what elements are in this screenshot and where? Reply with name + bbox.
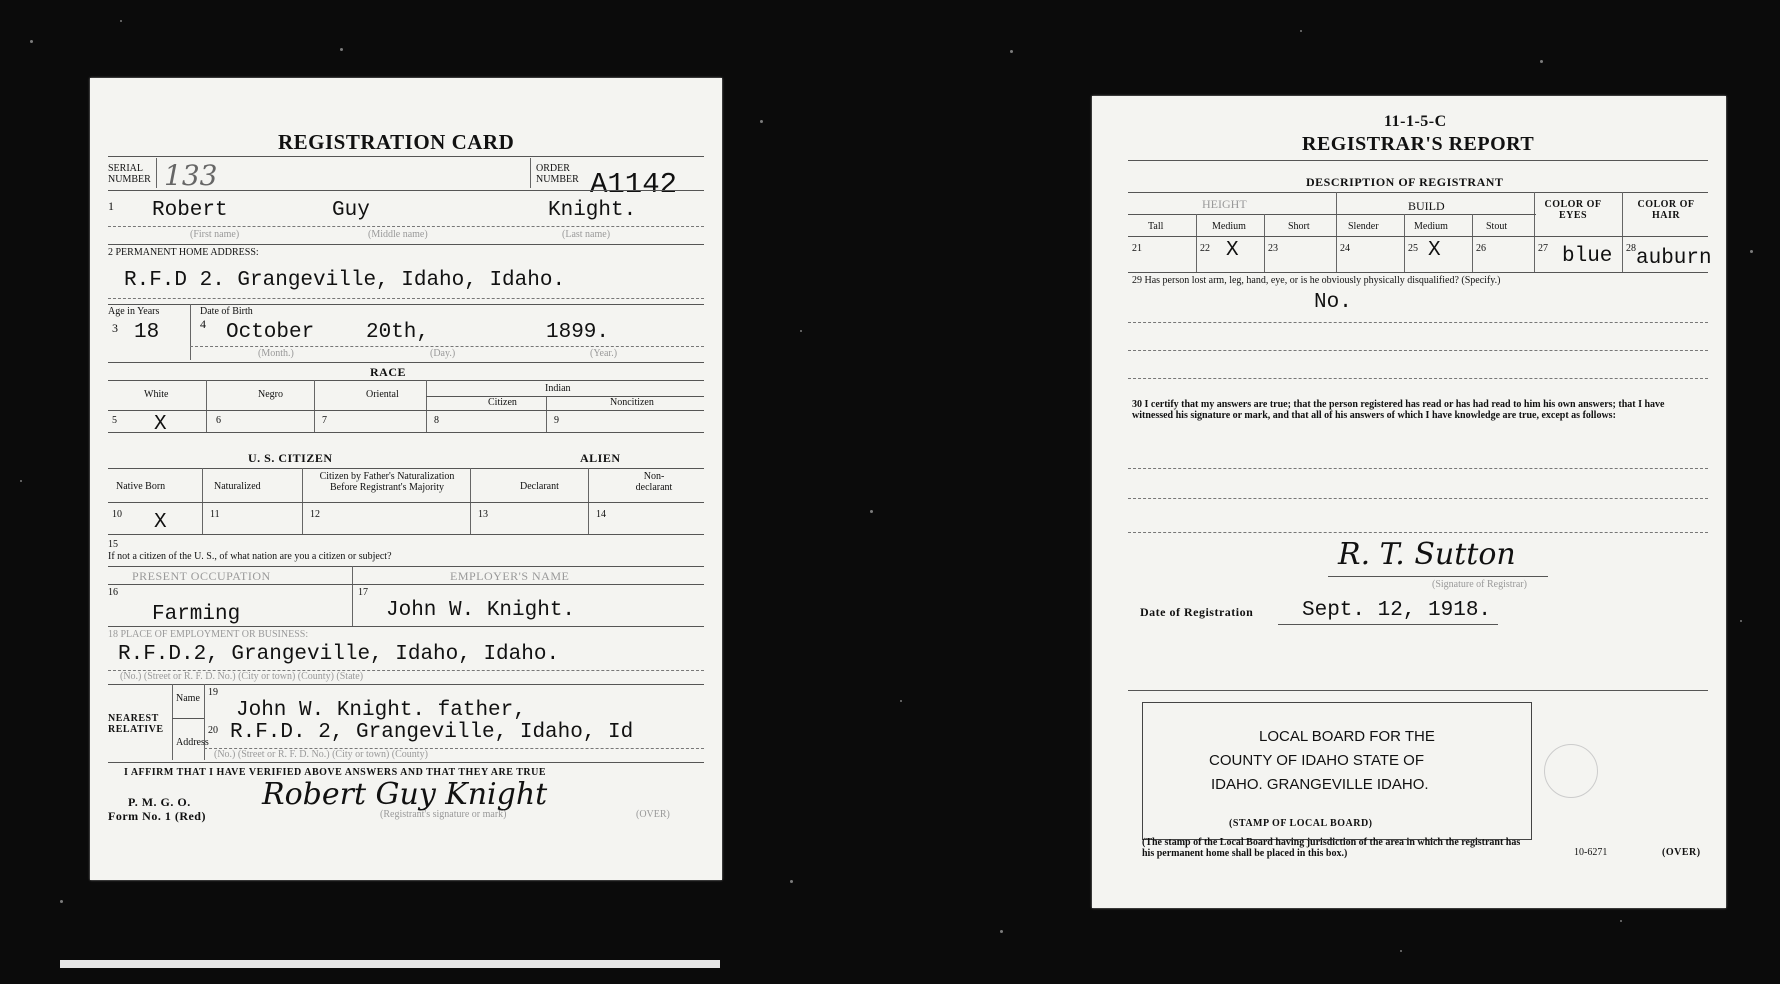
film-edge-strip: [60, 960, 720, 968]
race-n6: 6: [216, 415, 221, 426]
naturalized: Naturalized: [214, 481, 261, 492]
age-num: 3: [112, 321, 118, 335]
employer-label: EMPLOYER'S NAME: [450, 569, 570, 583]
registrar-report: [1092, 96, 1726, 908]
stamp-caption: (STAMP OF LOCAL BOARD): [1229, 818, 1373, 829]
stamp-line-2: COUNTY OF IDAHO STATE OF: [1209, 752, 1425, 769]
age-value: 18: [134, 321, 160, 344]
description-label: DESCRIPTION OF REGISTRANT: [1306, 175, 1504, 189]
race-n9: 9: [554, 415, 559, 426]
last-name: Knight.: [548, 199, 637, 222]
dob-day: 20th,: [366, 321, 430, 344]
cit-n13: 13: [478, 509, 488, 520]
pmgo: P. M. G. O.: [128, 795, 191, 809]
alien-label: ALIEN: [580, 451, 621, 465]
race-white-mark: X: [154, 413, 167, 436]
race-n7: 7: [322, 415, 327, 426]
registration-card: [90, 78, 722, 880]
desc-n22: 22: [1200, 243, 1210, 254]
question-29: 29 Has person lost arm, leg, hand, eye, or is he obviously physically disqualified? (Specify.): [1132, 275, 1501, 286]
cit-n10: 10: [112, 509, 122, 520]
declarant: Declarant: [520, 481, 559, 492]
hair-label: COLOR OF HAIR: [1637, 199, 1695, 221]
race-n5: 5: [112, 415, 117, 426]
dob-label: Date of Birth: [200, 306, 253, 317]
build-medium: Medium: [1414, 221, 1448, 232]
build-medium-mark: X: [1428, 239, 1441, 262]
employer-value: John W. Knight.: [386, 599, 576, 622]
form-code: 10-6271: [1574, 847, 1608, 858]
race-indian: Indian: [545, 383, 571, 394]
right-over-mark: (OVER): [1662, 847, 1701, 858]
report-code: 11-1-5-C: [1384, 113, 1447, 130]
year-caption: (Year.): [590, 348, 618, 359]
registrar-signature: R. T. Sutton: [1338, 537, 1516, 572]
question-30: 30 I certify that my answers are true; that the person registered has read or has had read to him his own answers; that I have witnessed his signature or mark, and that all of his answers of which I have knowledge are true, except as follows:: [1132, 399, 1665, 421]
desc-n27: 27: [1538, 243, 1548, 254]
build-stout: Stout: [1486, 221, 1508, 232]
signature-caption: (Registrant's signature or mark): [380, 809, 507, 820]
race-white: White: [144, 389, 169, 400]
left-over-mark: (OVER): [636, 809, 670, 820]
relative-name: John W. Knight. father,: [236, 699, 526, 722]
desc-n26: 26: [1476, 243, 1486, 254]
home-address: R.F.D 2. Grangeville, Idaho, Idaho.: [124, 269, 566, 292]
desc-n21: 21: [1132, 243, 1142, 254]
serial-label: SERIAL NUMBER: [108, 163, 151, 185]
relative-address: R.F.D. 2, Grangeville, Idaho, Id: [230, 721, 634, 744]
employment-place-label: 18 PLACE OF EMPLOYMENT OR BUSINESS:: [108, 629, 309, 640]
serial-number: 133: [164, 159, 218, 192]
registrant-signature: Robert Guy Knight: [262, 777, 548, 812]
first-caption: (First name): [190, 229, 240, 240]
desc-n23: 23: [1268, 243, 1278, 254]
race-n8: 8: [434, 415, 439, 426]
height-label: HEIGHT: [1202, 197, 1247, 211]
eyes-label: COLOR OF EYES: [1544, 199, 1602, 221]
relative-address-label: Address: [176, 737, 209, 748]
desc-n24: 24: [1340, 243, 1350, 254]
stamp-line-1: LOCAL BOARD FOR THE: [1259, 728, 1435, 745]
dob-month: October: [226, 321, 315, 344]
native-born: Native Born: [116, 481, 166, 492]
date-label: Date of Registration: [1140, 605, 1254, 619]
dob-num: 4: [200, 317, 206, 331]
occupation-label: PRESENT OCCUPATION: [132, 569, 271, 583]
line-number: 1: [108, 199, 114, 213]
registrar-caption: (Signature of Registrar): [1432, 579, 1527, 590]
affirm-statement: I AFFIRM THAT I HAVE VERIFIED ABOVE ANSWERS AND THAT THEY ARE TRUE: [124, 767, 546, 778]
q20-num: 20: [208, 725, 218, 736]
race-label: RACE: [370, 365, 407, 379]
employment-place: R.F.D.2, Grangeville, Idaho, Idaho.: [118, 643, 560, 666]
middle-name: Guy: [332, 199, 370, 222]
race-noncitizen: Noncitizen: [610, 397, 654, 408]
first-name: Robert: [152, 199, 228, 222]
cit-n11: 11: [210, 509, 220, 520]
height-medium-mark: X: [1226, 239, 1239, 262]
day-caption: (Day.): [430, 348, 456, 359]
q19-num: 19: [208, 687, 218, 698]
stamp-line-3: IDAHO. GRANGEVILLE IDAHO.: [1211, 776, 1429, 793]
relative-captions: (No.) (Street or R. F. D. No.) (City or town) (County): [214, 749, 428, 760]
answer-29: No.: [1314, 291, 1352, 314]
dob-year: 1899.: [546, 321, 610, 344]
relative-name-label: Name: [176, 693, 200, 704]
order-number: A1142: [590, 168, 678, 201]
stamp-note: (The stamp of the Local Board having jurisdiction of the area in which the registrant has his permanent home shall be placed in this box.): [1142, 837, 1521, 859]
cit-n12: 12: [310, 509, 320, 520]
build-label: BUILD: [1408, 199, 1445, 213]
cit-n14: 14: [596, 509, 606, 520]
local-board-stamp-box: [1142, 702, 1532, 840]
embossed-seal-icon: [1544, 744, 1598, 798]
address-label: 2 PERMANENT HOME ADDRESS:: [108, 247, 259, 258]
build-slender: Slender: [1348, 221, 1379, 232]
month-caption: (Month.): [258, 348, 294, 359]
citizen-by-father: Citizen by Father's Naturalization Before Registrant's Majority: [319, 471, 455, 493]
q17-num: 17: [358, 587, 368, 598]
height-medium: Medium: [1212, 221, 1246, 232]
hair-color: auburn: [1636, 247, 1712, 270]
race-negro: Negro: [258, 389, 283, 400]
us-citizen-label: U. S. CITIZEN: [248, 451, 333, 465]
order-label: ORDER NUMBER: [536, 163, 579, 185]
desc-n28: 28: [1626, 243, 1636, 254]
q15-num: 15: [108, 539, 118, 550]
middle-caption: (Middle name): [368, 229, 428, 240]
desc-n25: 25: [1408, 243, 1418, 254]
occupation-value: Farming: [152, 603, 241, 626]
place-captions: (No.) (Street or R. F. D. No.) (City or town) (County) (State): [120, 671, 364, 682]
form-number: Form No. 1 (Red): [108, 809, 206, 823]
report-title: REGISTRAR'S REPORT: [1302, 133, 1535, 155]
height-tall: Tall: [1148, 221, 1164, 232]
not-citizen-question: If not a citizen of the U. S., of what nation are you a citizen or subject?: [108, 551, 392, 562]
native-born-mark: X: [154, 511, 167, 534]
race-citizen: Citizen: [488, 397, 517, 408]
height-short: Short: [1288, 221, 1310, 232]
card-title: REGISTRATION CARD: [278, 130, 515, 154]
eye-color: blue: [1562, 245, 1613, 268]
registration-date: Sept. 12, 1918.: [1302, 599, 1492, 622]
last-caption: (Last name): [562, 229, 611, 240]
q16-num: 16: [108, 587, 118, 598]
non-declarant: Non-declarant: [635, 471, 673, 493]
nearest-relative-label: NEAREST RELATIVE: [108, 713, 164, 735]
race-oriental: Oriental: [366, 389, 399, 400]
age-label: Age in Years: [108, 306, 160, 317]
